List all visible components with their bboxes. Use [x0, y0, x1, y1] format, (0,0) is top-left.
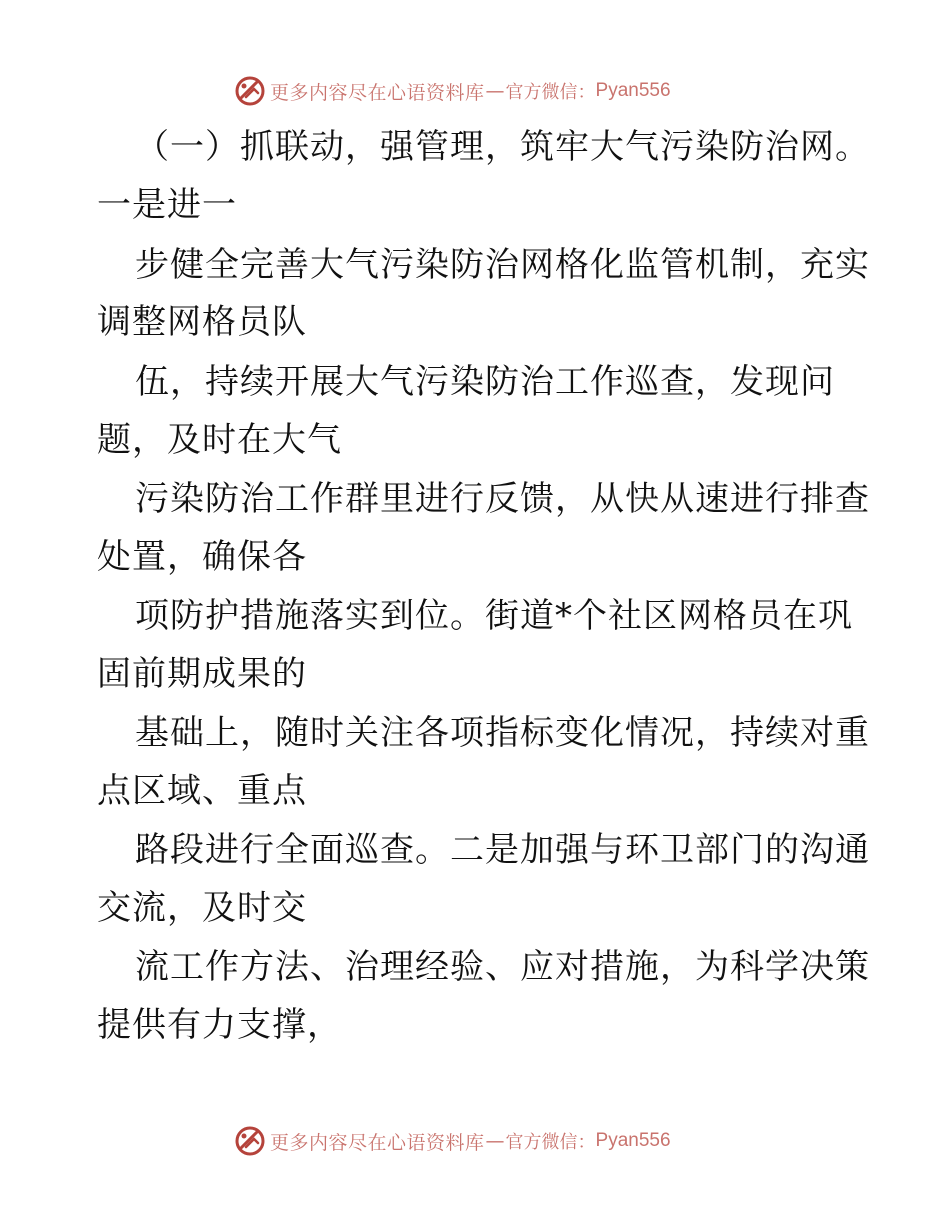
paragraph-line: 点区域、重点 [97, 771, 307, 811]
banner-separator: — [485, 80, 505, 102]
paragraph-line: 题，及时在大气 [97, 420, 342, 460]
paragraph-line: 伍，持续开展大气污染防治工作巡查，发现问 [135, 362, 835, 402]
banner-site-text: 更多内容尽在心语资料库 [270, 1131, 485, 1154]
paragraph-line: 流工作方法、治理经验、应对措施，为科学决策 [135, 947, 870, 987]
paragraph-line: 项防护措施落实到位。街道*个社区网格员在巩 [135, 596, 853, 636]
brand-logo-icon [234, 1125, 266, 1157]
banner-wechat-label: 官方微信： [505, 1132, 596, 1153]
brand-logo-icon [234, 75, 266, 107]
paragraph-line: （一）抓联动，强管理，筑牢大气污染防治网。 [135, 127, 870, 167]
paragraph-line: 基础上，随时关注各项指标变化情况，持续对重 [135, 713, 870, 753]
paragraph-line: 步健全完善大气污染防治网格化监管机制，充实 [135, 245, 870, 285]
paragraph-line: 一是进一 [97, 185, 237, 225]
banner-wechat-id: Pyan556 [595, 1130, 671, 1151]
paragraph-line: 固前期成果的 [97, 654, 307, 694]
header-banner [234, 74, 671, 108]
paragraph-line: 提供有力支撑， [97, 1005, 342, 1045]
paragraph-line: 交流，及时交 [97, 888, 307, 928]
paragraph-line: 调整网格员队 [97, 302, 307, 342]
paragraph-line: 处置，确保各 [97, 537, 307, 577]
paragraph-line: 污染防治工作群里进行反馈，从快从速进行排查 [135, 479, 870, 519]
banner-site-text: 更多内容尽在心语资料库 [270, 81, 485, 104]
banner-wechat-id: Pyan556 [595, 80, 671, 101]
footer-banner [234, 1124, 671, 1158]
banner-wechat-label: 官方微信： [505, 82, 596, 103]
paragraph-line: 路段进行全面巡查。二是加强与环卫部门的沟通 [135, 830, 870, 870]
banner-separator: — [485, 1130, 505, 1152]
